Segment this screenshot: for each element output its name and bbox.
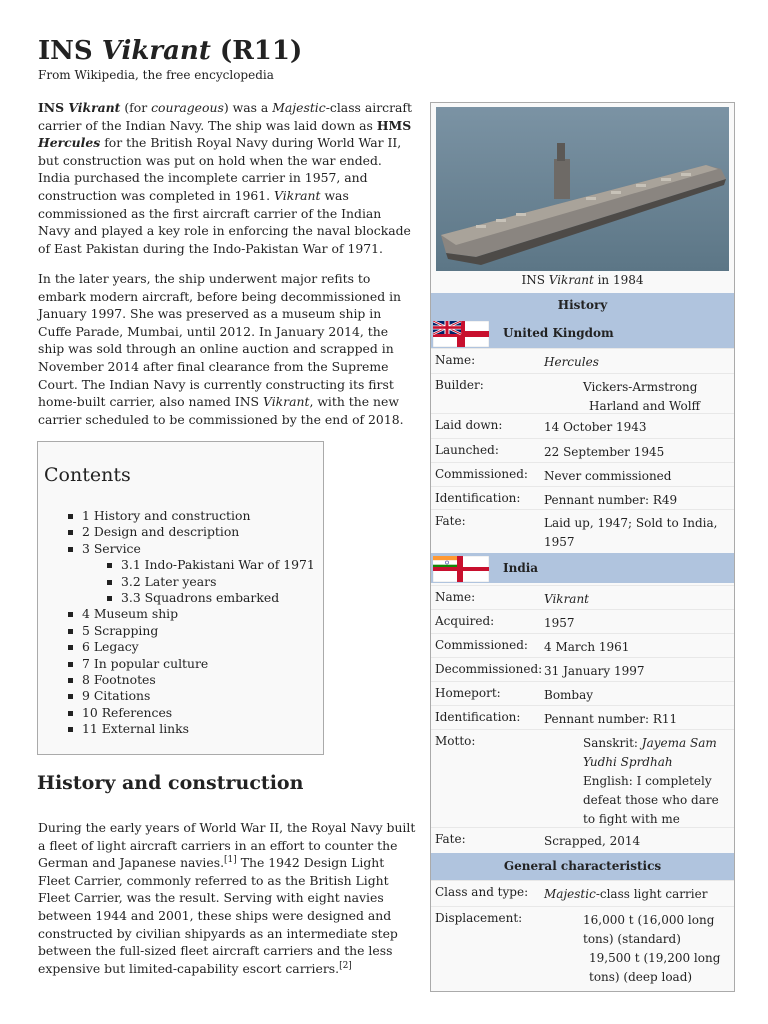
value-line: 19,500 t (19,200 long tons) (deep load) <box>589 951 721 984</box>
history-paragraph <box>38 819 416 977</box>
bullet-icon <box>68 629 73 634</box>
history-header: History <box>431 293 734 318</box>
bullet-icon <box>68 530 73 535</box>
text-segment: , with the new carrier scheduled to be commissioned by the end of 2018. <box>38 394 404 427</box>
text-segment: During the early years of World War II, the Royal Navy built a fleet of light aircraft carriers in an effort to counter the German and Japanese navies. <box>38 820 416 871</box>
toc-item-label: 5 Scrapping <box>82 622 159 638</box>
value-line: 16,000 t (16,000 long tons) (standard) <box>583 913 715 946</box>
bullet-icon <box>107 563 112 568</box>
infobox-row <box>431 681 734 705</box>
text-segment: In the later years, the ship underwent major refits to embark modern aircraft, before being decommissioned in January 1997. She was preserved as a museum ship in Cuffe Parade, Mumbai, until 2012. In January 2014, the ship was sold through an online auction and scrapped in November 2014 after final clearance from the Supreme Court. The Indian Navy is currently constructing its first home-built carrier, also named INS <box>38 271 402 410</box>
motto-value <box>583 734 731 829</box>
intro-paragraph-2 <box>38 270 416 428</box>
section-heading-history: History and construction <box>37 772 304 794</box>
bullet-icon <box>68 645 73 650</box>
row-label: Decommissioned: <box>435 662 543 676</box>
toc-item-label: 11 External links <box>82 721 190 737</box>
value-italic: Majestic <box>544 887 596 901</box>
bullet-icon <box>68 547 73 552</box>
row-label: Name: <box>435 353 476 367</box>
infobox <box>430 102 735 992</box>
row-value <box>583 378 731 416</box>
text-segment: INS <box>38 100 69 115</box>
general-characteristics-header: General characteristics <box>431 853 734 880</box>
infobox-row <box>431 657 734 681</box>
row-label: Commissioned: <box>435 467 528 481</box>
white-ensign-flag-icon <box>433 321 489 347</box>
row-value: Bombay <box>544 688 594 702</box>
row-value: Hercules <box>544 355 599 369</box>
country-header-india <box>431 553 734 583</box>
infobox-row <box>431 880 734 906</box>
infobox-row <box>431 705 734 729</box>
infobox-row <box>431 827 734 853</box>
bullet-icon <box>107 596 112 601</box>
motto-english <box>583 772 731 829</box>
value-line: Vickers-Armstrong <box>583 380 698 394</box>
row-value: Vikrant <box>544 592 590 606</box>
bullet-icon <box>68 711 73 716</box>
toc-item-label: 7 In popular culture <box>82 655 209 671</box>
country-header-uk <box>431 318 734 348</box>
text-segment: Hercules <box>38 135 101 151</box>
row-value <box>583 911 731 987</box>
infobox-row <box>431 585 734 609</box>
infobox-row <box>431 633 734 657</box>
text-segment: ) was a <box>223 100 273 115</box>
text-segment: Majestic <box>272 100 326 115</box>
row-label: Name: <box>435 590 476 604</box>
toc-item-label: 2 Design and description <box>82 524 240 540</box>
value-line: Harland and Wolff <box>589 399 701 413</box>
value-rest: -class light carrier <box>595 887 708 901</box>
toc-item-label: 8 Footnotes <box>82 671 156 687</box>
text-segment: HMS <box>376 117 412 133</box>
toc-item-label: 10 References <box>82 704 173 720</box>
motto-label: English: <box>583 774 637 788</box>
row-value: Laid up, 1947; Sold to India, 1957 <box>544 516 718 549</box>
motto-text: I completely defeat those who dare to fight with me <box>583 774 719 826</box>
row-label: Fate: <box>435 514 466 528</box>
row-label: Acquired: <box>435 614 495 628</box>
row-value <box>544 885 729 904</box>
row-label: Fate: <box>435 832 466 846</box>
indian-naval-ensign-flag-icon <box>433 556 489 582</box>
text-segment: was commissioned as the first aircraft carrier of the Indian Navy and played a key role in enforcing the naval blockade of East Pakistan during the Indo-Pakistan War of 1971. <box>38 187 411 256</box>
text-segment: Vikrant <box>68 100 121 115</box>
row-label: Displacement: <box>435 911 523 925</box>
intro-paragraph-1 <box>38 99 416 257</box>
text-segment: Vikrant <box>262 394 310 410</box>
infobox-row <box>431 462 734 486</box>
row-value: Pennant number: R11 <box>544 712 678 726</box>
row-value: 4 March 1961 <box>544 640 630 654</box>
row-label: Launched: <box>435 443 499 457</box>
text-segment: (for <box>120 100 152 115</box>
photo-caption: INS Vikrant in 1984 <box>521 273 644 287</box>
toc-item-label: 3.3 Squadrons embarked <box>121 589 280 605</box>
toc-item-label: 3.1 Indo-Pakistani War of 1971 <box>121 557 315 573</box>
row-value: 14 October 1943 <box>544 420 647 434</box>
toc-item-label: 9 Citations <box>82 688 151 704</box>
infobox-row <box>431 509 734 552</box>
citation-link[interactable]: [2] <box>339 960 352 971</box>
text-segment: for the British Royal Navy during World War II, but construction was put on hold when the war ended. India purchased the incomplete carrier in 1957, and construction was completed in 1961. <box>38 135 402 203</box>
country-name-uk: United Kingdom <box>503 326 614 340</box>
bullet-icon <box>68 727 73 732</box>
text-segment: Vikrant <box>274 187 321 203</box>
toc-item-label: 3.2 Later years <box>121 573 217 589</box>
table-of-contents <box>37 441 324 755</box>
row-value: 1957 <box>544 616 575 630</box>
infobox-row <box>431 906 734 991</box>
row-value: 31 January 1997 <box>544 664 645 678</box>
row-label: Identification: <box>435 710 521 724</box>
bullet-icon <box>68 514 73 519</box>
bullet-icon <box>107 580 112 585</box>
text-segment: -class aircraft carrier of the Indian Navy. The ship was laid down as <box>38 100 412 133</box>
text-segment: The 1942 Design Light Fleet Carrier, commonly referred to as the British Light Fleet Carrier, was the result. Serving with eight navies between 1944 and 2001, these ships were designed and constructed by civilian shipyards as an intermediate step between the full-sized fleet aircraft carriers and the less expensive but limited-capability escort carriers. <box>38 855 398 976</box>
text-segment: courageous <box>151 100 224 115</box>
row-value: Never commissioned <box>544 469 672 483</box>
country-name-india: India <box>503 561 539 575</box>
ship-photo[interactable] <box>436 107 729 271</box>
toc-item-label: 6 Legacy <box>82 639 139 655</box>
row-label: Motto: <box>435 734 476 748</box>
row-label: Class and type: <box>435 885 529 899</box>
row-label: Homeport: <box>435 686 501 700</box>
row-value: Pennant number: R49 <box>544 493 678 507</box>
infobox-row <box>431 609 734 633</box>
toc-item-label: 1 History and construction <box>82 508 251 523</box>
bullet-icon <box>68 678 73 683</box>
infobox-row <box>431 348 734 373</box>
bullet-icon <box>68 694 73 699</box>
row-value: Scrapped, 2014 <box>544 834 641 848</box>
motto-text: Jayema Sam Yudhi Sprdhah <box>583 736 717 769</box>
toc-item-label: 4 Museum ship <box>82 606 179 622</box>
citation-link[interactable]: [1] <box>224 855 237 866</box>
row-label: Laid down: <box>435 418 503 432</box>
bullet-icon <box>68 612 73 617</box>
contents-heading: Contents <box>44 464 131 486</box>
page-title: INS Vikrant (R11) <box>38 36 303 66</box>
toc-item-label: 3 Service <box>82 540 141 556</box>
motto-label: Sanskrit: <box>583 736 642 750</box>
motto-sanskrit <box>583 734 731 772</box>
infobox-row <box>431 373 734 413</box>
row-value: 22 September 1945 <box>544 445 665 459</box>
page-subtitle: From Wikipedia, the free encyclopedia <box>38 68 274 82</box>
infobox-row <box>431 438 734 462</box>
row-label: Builder: <box>435 378 484 392</box>
bullet-icon <box>68 662 73 667</box>
row-label: Identification: <box>435 491 521 505</box>
row-label: Commissioned: <box>435 638 528 652</box>
infobox-row <box>431 729 734 827</box>
infobox-row <box>431 413 734 438</box>
infobox-row <box>431 486 734 509</box>
